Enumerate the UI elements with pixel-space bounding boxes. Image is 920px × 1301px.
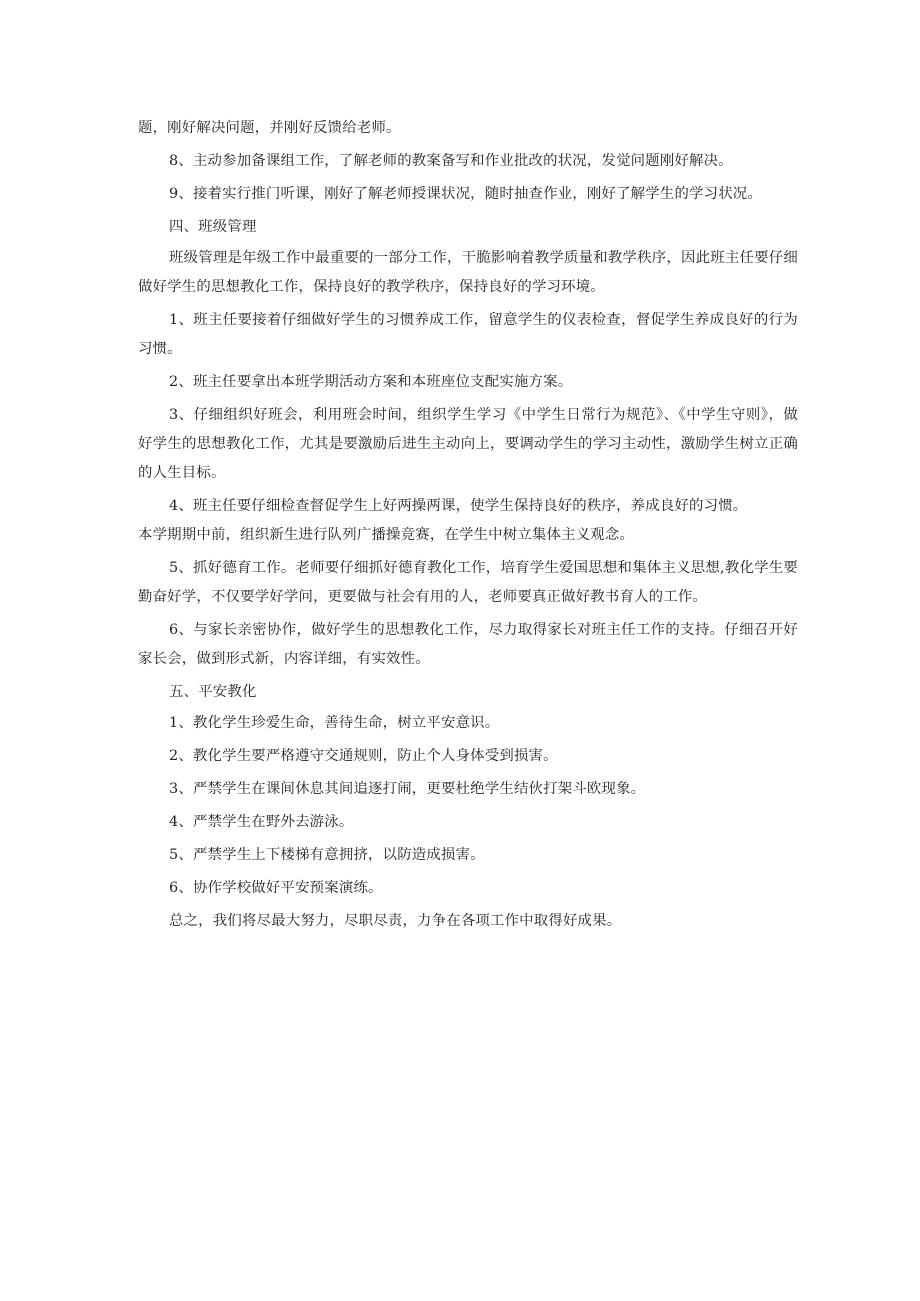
list-item-4: 4、严禁学生在野外去游泳。 [169, 814, 354, 830]
list-item-4: 4、班主任要仔细检查督促学生上好两操两课，使学生保持良好的秩序，养成良好的习惯。 [169, 498, 748, 514]
paragraph-continuation: 题，刚好解决问题，并刚好反馈给老师。 [138, 120, 401, 136]
list-item-3: 3、严禁学生在课间休息其间追逐打闹，更要杜绝学生结伙打架斗欧现象。 [169, 781, 646, 797]
list-item-6: 6、协作学校做好平安预案演练。 [169, 880, 383, 896]
paragraph-conclusion: 总之，我们将尽最大努力，尽职尽责，力争在各项工作中取得好成果。 [169, 913, 622, 929]
list-item-9: 9、接着实行推门听课，刚好了解老师授课状况，随时抽查作业，刚好了解学生的学习状况。 [169, 186, 762, 202]
list-item-2: 2、班主任要拿出本班学期活动方案和本班座位支配实施方案。 [169, 374, 573, 390]
list-item-8: 8、主动参加备课组工作，了解老师的教案备写和作业批改的状况，发觉问题刚好解决。 [169, 153, 733, 169]
list-item-6: 6、与家长亲密协作，做好学生的思想教化工作，尽力取得家长对班主任工作的支持。仔细召开好家长会，做到形式新，内容详细，有实效性。 [138, 622, 798, 667]
list-item-3: 3、仔细组织好班会，利用班会时间，组织学生学习《中学生日常行为规范》、《中学生守则》，做好学生的思想教化工作，尤其是要激励后进生主动向上，要调动学生的学习主动性，激励学生树立正确的人生目标。 [138, 407, 798, 481]
paragraph-continuation: 本学期期中前，组织新生进行队列广播操竞赛，在学生中树立集体主义观念。 [138, 527, 635, 543]
list-item-5: 5、严禁学生上下楼梯有意拥挤，以防造成损害。 [169, 847, 485, 863]
paragraph-class-management-intro: 班级管理是年级工作中最重要的一部分工作，干脆影响着教学质量和教学秩序，因此班主任要仔细做好学生的思想教化工作，保持良好的教学秩序，保持良好的学习环境。 [138, 250, 798, 295]
list-item-2: 2、教化学生要严格遵守交通规则，防止个人身体受到损害。 [169, 748, 558, 764]
document-body [138, 114, 798, 940]
list-item-1: 1、班主任要接着仔细做好学生的习惯养成工作，留意学生的仪表检查，督促学生养成良好的行为习惯。 [138, 312, 798, 357]
list-item-1: 1、教化学生珍爱生命，善待生命，树立平安意识。 [169, 715, 500, 731]
list-item-5: 5、抓好德育工作。老师要仔细抓好德育教化工作，培育学生爱国思想和集体主义思想,教化学生要勤奋好学，不仅要学好学问，更要做与社会有用的人，老师要真正做好教书育人的工作。 [138, 560, 798, 605]
section-heading-class-management: 四、班级管理 [169, 219, 257, 235]
section-heading-safety-education: 五、平安教化 [169, 684, 257, 700]
